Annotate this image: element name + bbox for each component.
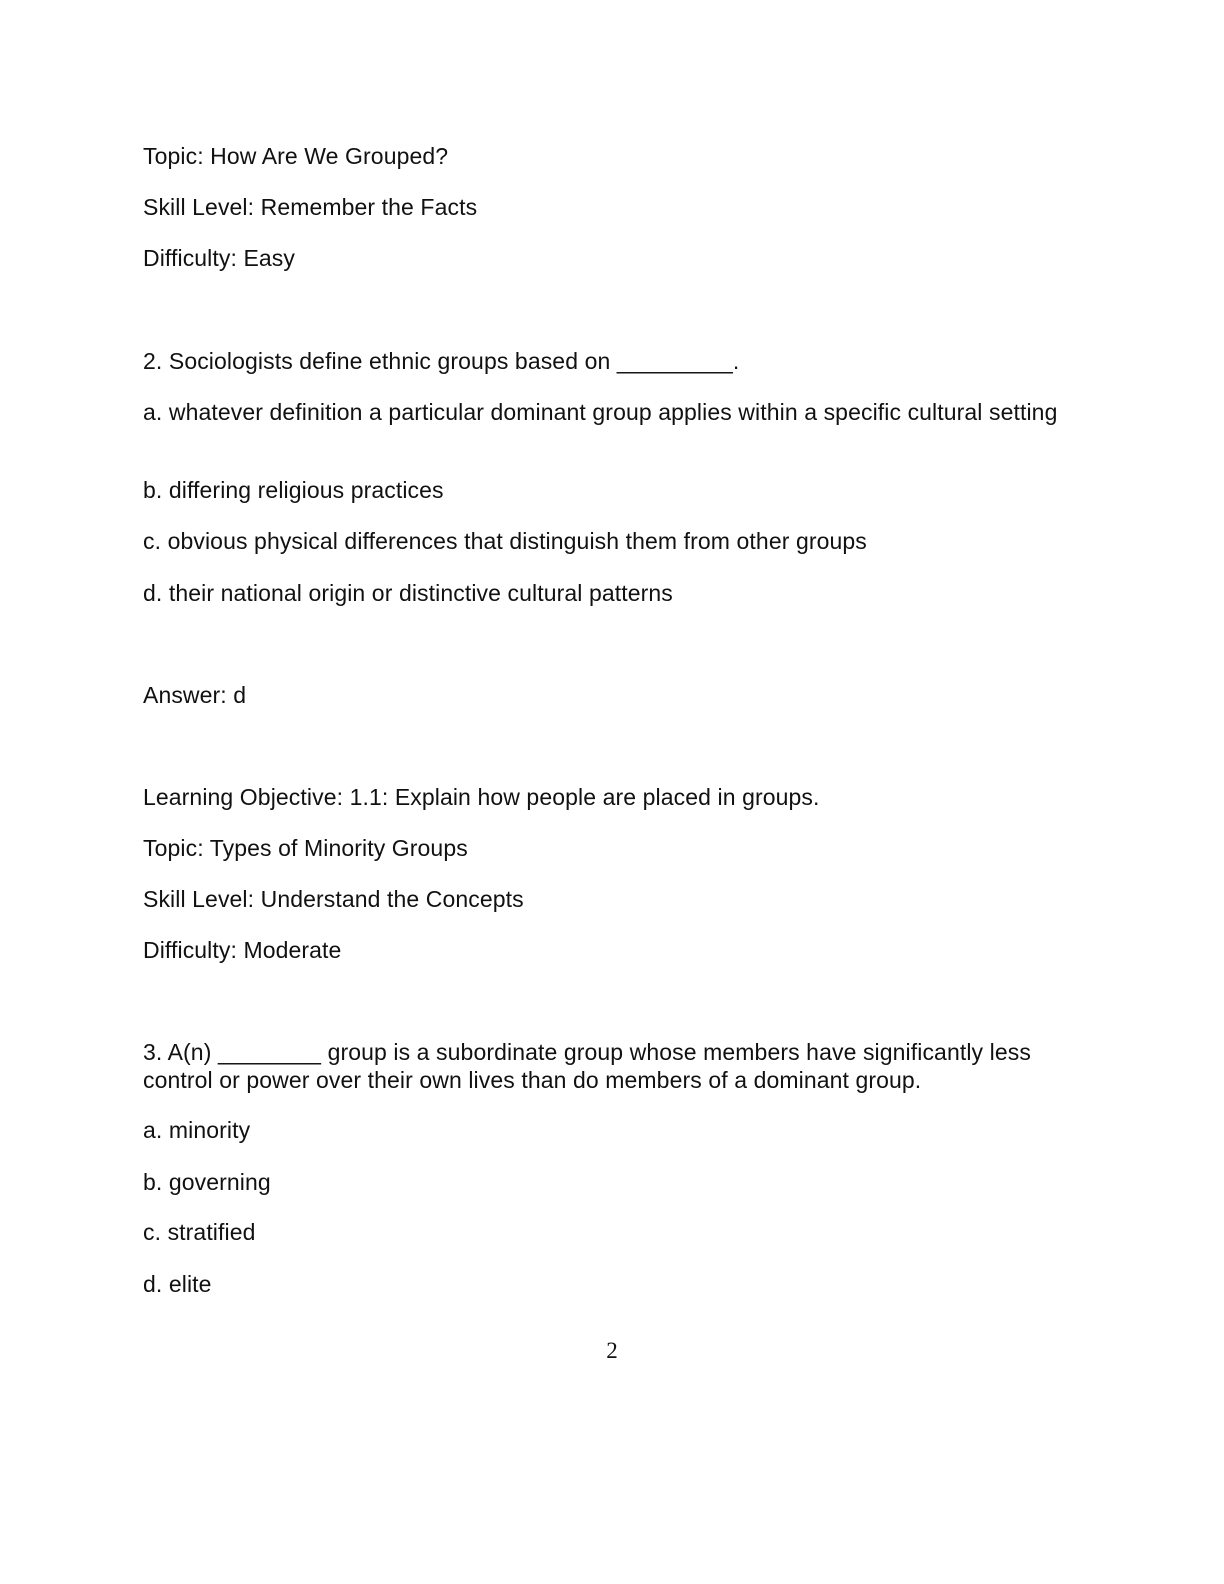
question-2-option-c: c. obvious physical differences that distinguish them from other groups xyxy=(143,528,867,554)
question-2-option-b: b. differing religious practices xyxy=(143,477,444,503)
question-3-option-b: b. governing xyxy=(143,1169,271,1195)
question-3-option-a: a. minority xyxy=(143,1117,251,1143)
page-number: 2 xyxy=(606,1338,618,1363)
topic-line: Topic: How Are We Grouped? xyxy=(143,143,449,169)
question-2-stem: 2. Sociologists define ethnic groups based on _________. xyxy=(143,348,740,374)
question-3-stem: 3. A(n) ________ group is a subordinate group whose members have significantly less control or power over their own lives than do members of a dominant group. xyxy=(143,1039,1038,1093)
question-2-option-d: d. their national origin or distinctive cultural patterns xyxy=(143,580,673,606)
learning-objective-line: Learning Objective: 1.1: Explain how people are placed in groups. xyxy=(143,784,820,810)
question-3-option-c: c. stratified xyxy=(143,1219,256,1245)
question-2-answer: Answer: d xyxy=(143,682,247,708)
difficulty-line: Difficulty: Easy xyxy=(143,245,295,271)
skill-level-line: Skill Level: Remember the Facts xyxy=(143,194,478,220)
question-3-option-d: d. elite xyxy=(143,1271,212,1297)
question-2-option-a: a. whatever definition a particular dominant group applies within a specific cultural setting xyxy=(143,399,1058,425)
skill-level-line: Skill Level: Understand the Concepts xyxy=(143,886,524,912)
topic-line: Topic: Types of Minority Groups xyxy=(143,835,468,861)
difficulty-line: Difficulty: Moderate xyxy=(143,937,342,963)
